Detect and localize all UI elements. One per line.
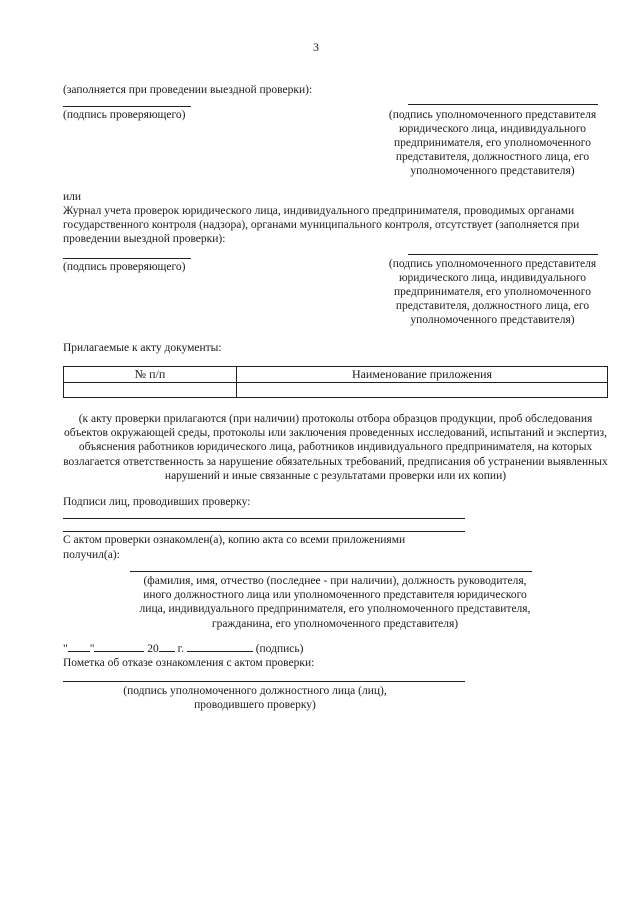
- attachments-note: (к акту проверки прилагаются (при наличии) протоколы отбора образцов продукции, проб обследования объектов окружающей среды, протоколы или заключения проведенных исследований, испытаний и экспертиз, объяснения работников юридического лица, работников индивидуального предпринимателя, на которых возлагается ответственность за нарушение обязательных требований, предписания об устранении выявленных нарушений и иные связанные с результатами проверки или их копии): [63, 413, 608, 482]
- acquainted-text-line-2: получил(а):: [63, 549, 120, 561]
- representative-signature-line-1: [408, 104, 598, 105]
- refusal-line: [63, 681, 465, 682]
- inspector-signature-caption-1: (подпись проверяющего): [63, 109, 186, 121]
- or-word: или: [63, 191, 82, 203]
- table-row: [64, 383, 608, 398]
- table-header-row: [64, 367, 608, 383]
- year-suffix: г.: [177, 643, 184, 655]
- month-blank: [94, 651, 144, 652]
- column-header-number: № п/п: [64, 367, 237, 383]
- inspector-signatures-line-1: [63, 518, 465, 519]
- acquainted-text-line-1: С актом проверки ознакомлен(а), копию акта со всеми приложениями: [63, 534, 406, 546]
- representative-signature-line-2: [408, 254, 598, 255]
- signature-blank: [187, 651, 253, 652]
- official-signature-caption: (подпись уполномоченного должностного лица (лиц), проводившего проверку): [123, 685, 387, 711]
- signatures-label: Подписи лиц, проводивших проверку:: [63, 496, 251, 508]
- inspector-signature-line-2: [63, 258, 191, 259]
- fio-line: [130, 571, 532, 572]
- date-signature-line: [63, 643, 303, 655]
- journal-absent-text: Журнал учета проверок юридического лица, индивидуального предпринимателя, проводимых органами государственного контроля (надзора), органами муниципального контроля, отсутствует (заполняется при проведении выездной проверки):: [63, 205, 580, 246]
- attachments-label: Прилагаемые к акту документы:: [63, 342, 222, 354]
- inspector-signature-line-1: [63, 106, 191, 107]
- representative-signature-caption-1: (подпись уполномоченного представителя юридического лица, индивидуального предпринимателя, его уполномоченного представителя, должностного лица, его уполномоченного представителя): [388, 109, 597, 177]
- inspector-signature-caption-2: (подпись проверяющего): [63, 261, 186, 273]
- signature-caption: (подпись): [255, 643, 304, 655]
- intro-text: (заполняется при проведении выездной проверки):: [63, 84, 313, 96]
- table-cell-name: [237, 383, 608, 398]
- date-close-quote: ": [89, 643, 95, 655]
- page-number: 3: [313, 40, 319, 54]
- fio-caption: (фамилия, имя, отчество (последнее - при наличии), должность руководителя, иного должностного лица или уполномоченного представителя юридического лица, индивидуального предпринимателя, его уполномоченного представителя, гражданина, его уполномоченного представителя): [139, 575, 531, 630]
- year-prefix: 20: [147, 643, 159, 655]
- table-cell-number: [64, 383, 237, 398]
- date-open-quote: ": [63, 643, 68, 655]
- representative-signature-caption-2: (подпись уполномоченного представителя юридического лица, индивидуального предпринимателя, его уполномоченного представителя, должностного лица, его уполномоченного представителя): [388, 258, 597, 326]
- refusal-label: Пометка об отказе ознакомления с актом проверки:: [63, 657, 315, 669]
- column-header-name: Наименование приложения: [237, 367, 608, 383]
- day-blank: [68, 651, 90, 652]
- inspector-signatures-line-2: [63, 531, 465, 532]
- year-blank: [159, 651, 175, 652]
- attachments-table: [63, 366, 608, 398]
